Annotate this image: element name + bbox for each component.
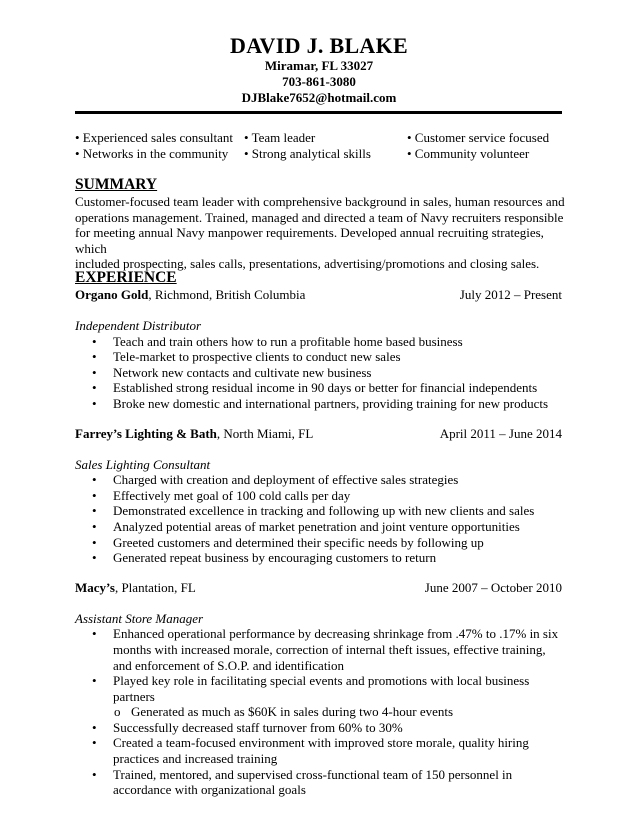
job-bullets — [75, 472, 562, 566]
job-entry — [75, 580, 562, 798]
job-bullet: • Broke new domestic and international partners, providing training for new products — [113, 396, 562, 412]
job-entry — [75, 287, 562, 412]
job-dates: July 2012 – Present — [459, 287, 562, 302]
summary-line: operations management. Trained, managed and directed a team of Navy recruiters responsible — [75, 209, 564, 225]
job-title: Assistant Store Manager — [75, 610, 204, 626]
job-bullet: • Analyzed potential areas of market penetration and joint venture opportunities — [113, 519, 562, 535]
job-company: Macy’s — [75, 579, 115, 595]
job-entry — [75, 426, 562, 566]
summary-section — [75, 176, 565, 272]
job-bullet: • Established strong residual income in 90 days or better for financial independents — [113, 380, 562, 396]
skills-row — [75, 146, 575, 162]
candidate-phone: 703-861-3080 — [282, 74, 356, 89]
job-bullet: • Successfully decreased staff turnover from 60% to 30% — [113, 720, 562, 736]
job-header — [75, 426, 562, 442]
summary-line: Customer-focused team leader with comprehensive background in sales, human resources and — [75, 194, 565, 209]
job-company: Organo Gold — [75, 287, 149, 302]
job-bullet: • Effectively met goal of 100 cold calls per day — [113, 488, 562, 504]
job-company: Farrey’s Lighting & Bath — [75, 425, 217, 441]
resume-header — [0, 34, 638, 106]
skills-row — [75, 130, 575, 146]
header-divider — [75, 111, 562, 114]
job-dates: June 2007 – October 2010 — [424, 579, 562, 595]
candidate-location: Miramar, FL 33027 — [264, 58, 374, 73]
skill-item: • Networks in the community — [75, 146, 229, 161]
job-bullets — [75, 334, 562, 412]
experience-section — [75, 269, 562, 798]
job-bullet: • Enhanced operational performance by decreasing shrinkage from .47% to .17% in six months with increased morale, correction of internal theft issues, effective training, and enforcement of S.O.P. and identification — [113, 626, 562, 673]
job-title: Sales Lighting Consultant — [75, 456, 211, 472]
job-bullet: • Demonstrated excellence in tracking and following up with new clients and sales — [113, 503, 562, 519]
job-bullet: • Tele-market to prospective clients to conduct new sales — [113, 349, 562, 365]
job-bullets — [75, 626, 562, 798]
job-location: , Richmond, British Columbia — [148, 287, 306, 302]
job-bullet: • Generated repeat business by encouraging customers to return — [113, 550, 562, 566]
summary-line: included prospecting, sales calls, presentations, advertising/promotions and closing sales. — [75, 256, 540, 272]
job-dates: April 2011 – June 2014 — [439, 425, 562, 441]
job-bullet: • Played key role in facilitating special events and promotions with local business partners — [113, 673, 562, 704]
summary-heading: SUMMARY — [75, 176, 158, 193]
job-bullet: • Created a team-focused environment with improved store morale, quality hiring practices and increased training — [113, 735, 562, 766]
summary-line: for meeting annual Navy manpower requirements. Developed annual recruiting strategies, which — [75, 225, 544, 256]
experience-heading: EXPERIENCE — [75, 269, 177, 286]
job-bullet: • Charged with creation and deployment of effective sales strategies — [113, 472, 562, 488]
job-sub-bullet: o Generated as much as $60K in sales during two 4-hour events — [131, 704, 562, 720]
skill-item: • Community volunteer — [407, 146, 530, 161]
skill-item: • Customer service focused — [407, 130, 550, 145]
skill-item: • Experienced sales consultant — [75, 130, 233, 145]
job-bullet: • Teach and train others how to run a profitable home based business — [113, 334, 562, 350]
candidate-email: DJBlake7652@hotmail.com — [241, 90, 397, 105]
job-location: , Plantation, FL — [114, 579, 196, 595]
job-header — [75, 580, 562, 596]
skill-item: • Strong analytical skills — [244, 146, 371, 161]
job-title: Independent Distributor — [75, 318, 202, 333]
candidate-name: DAVID J. BLAKE — [230, 33, 408, 58]
job-bullet: • Greeted customers and determined their specific needs by following up — [113, 535, 562, 551]
summary-text — [75, 194, 565, 272]
job-bullet: • Trained, mentored, and supervised cross-functional team of 150 personnel in accordance with organizational goals — [113, 767, 562, 798]
skill-item: • Team leader — [244, 130, 316, 145]
job-location: , North Miami, FL — [216, 425, 314, 441]
skills-grid — [75, 130, 575, 162]
job-header — [75, 287, 562, 303]
job-bullet: • Network new contacts and cultivate new business — [113, 365, 562, 381]
